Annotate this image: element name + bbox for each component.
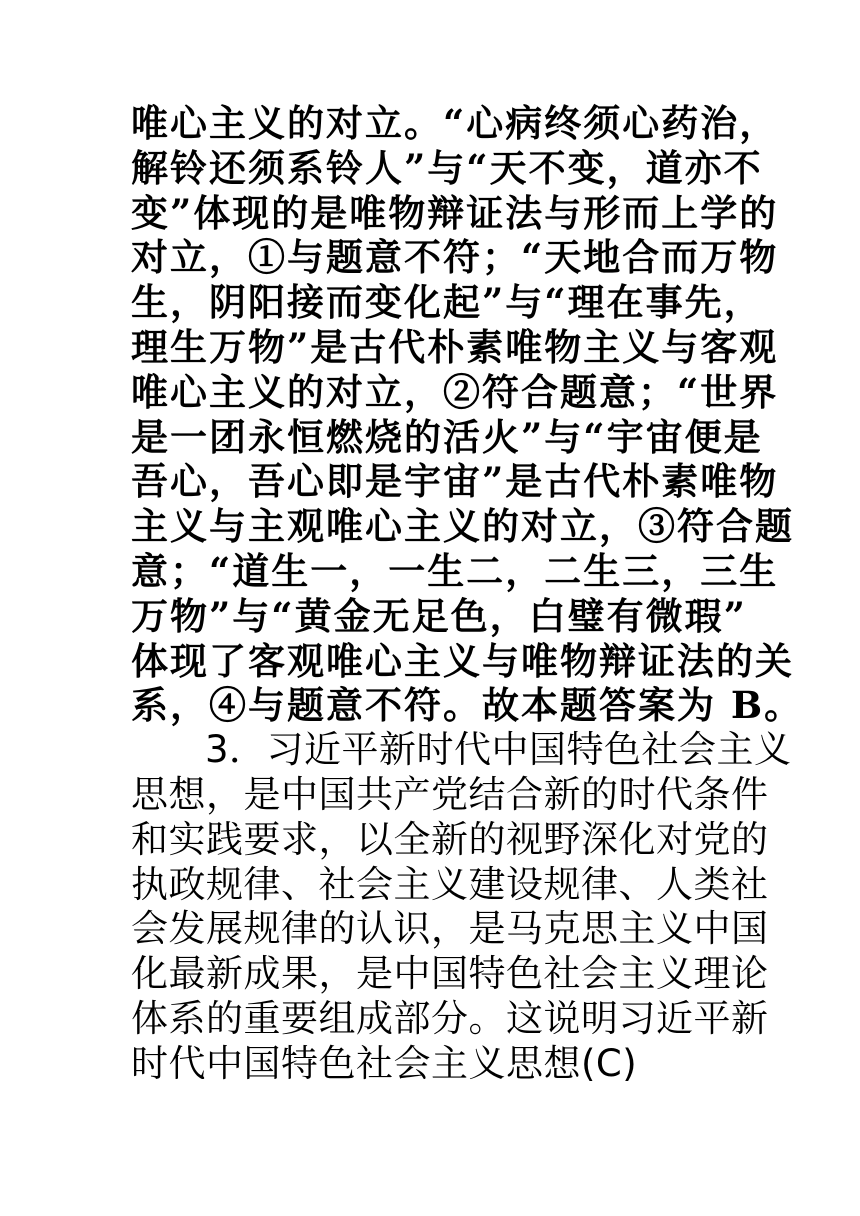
explanation-line: 主义与主观唯心主义的对立，③符合题 bbox=[131, 504, 794, 549]
document-page bbox=[131, 101, 804, 1087]
question-line: 思想，是中国共产党结合新的时代条件 bbox=[131, 772, 769, 816]
explanation-line: 解铃还须系铃人”与“天不变，道亦不 bbox=[131, 145, 763, 190]
explanation-line: 理生万物”是古代朴素唯物主义与客观 bbox=[131, 324, 779, 369]
explanation-line: 对立，①与题意不符；“天地合而万物 bbox=[131, 235, 779, 280]
question-line: 和实践要求，以全新的视野深化对党的 bbox=[131, 817, 769, 861]
question-3 bbox=[131, 728, 792, 1086]
explanation-line: 系，④与题意不符。故本题答案为 B。 bbox=[131, 683, 804, 728]
explanation-line: 唯心主义的对立，②符合题意；“世界 bbox=[131, 369, 779, 414]
question-line: 化最新成果，是中国特色社会主义理论 bbox=[131, 952, 769, 996]
question-line: 时代中国特色社会主义思想(C) bbox=[131, 1041, 638, 1085]
question-line: 3．习近平新时代中国特色社会主义 bbox=[205, 728, 792, 772]
explanation-line: 吾心，吾心即是宇宙”是古代朴素唯物 bbox=[131, 459, 779, 504]
explanation-line: 万物”与“黄金无足色，白璧有微瑕” bbox=[131, 593, 747, 638]
answer-explanation bbox=[131, 101, 804, 728]
question-line: 执政规律、社会主义建设规律、人类社 bbox=[131, 862, 769, 906]
explanation-line: 是一团永恒燃烧的活火”与“宇宙便是 bbox=[131, 414, 763, 459]
question-line: 会发展规律的认识，是马克思主义中国 bbox=[131, 907, 769, 951]
explanation-line: 唯心主义的对立。“心病终须心药治， bbox=[131, 101, 779, 145]
question-line: 体系的重要组成部分。这说明习近平新 bbox=[131, 996, 769, 1040]
explanation-line: 变”体现的是唯物辩证法与形而上学的 bbox=[131, 190, 779, 235]
explanation-line: 生，阴阳接而变化起”与“理在事先， bbox=[131, 280, 763, 325]
explanation-line: 体现了客观唯心主义与唯物辩证法的关 bbox=[131, 638, 794, 683]
explanation-line: 意；“道生一，一生二，二生三，三生 bbox=[131, 548, 779, 593]
